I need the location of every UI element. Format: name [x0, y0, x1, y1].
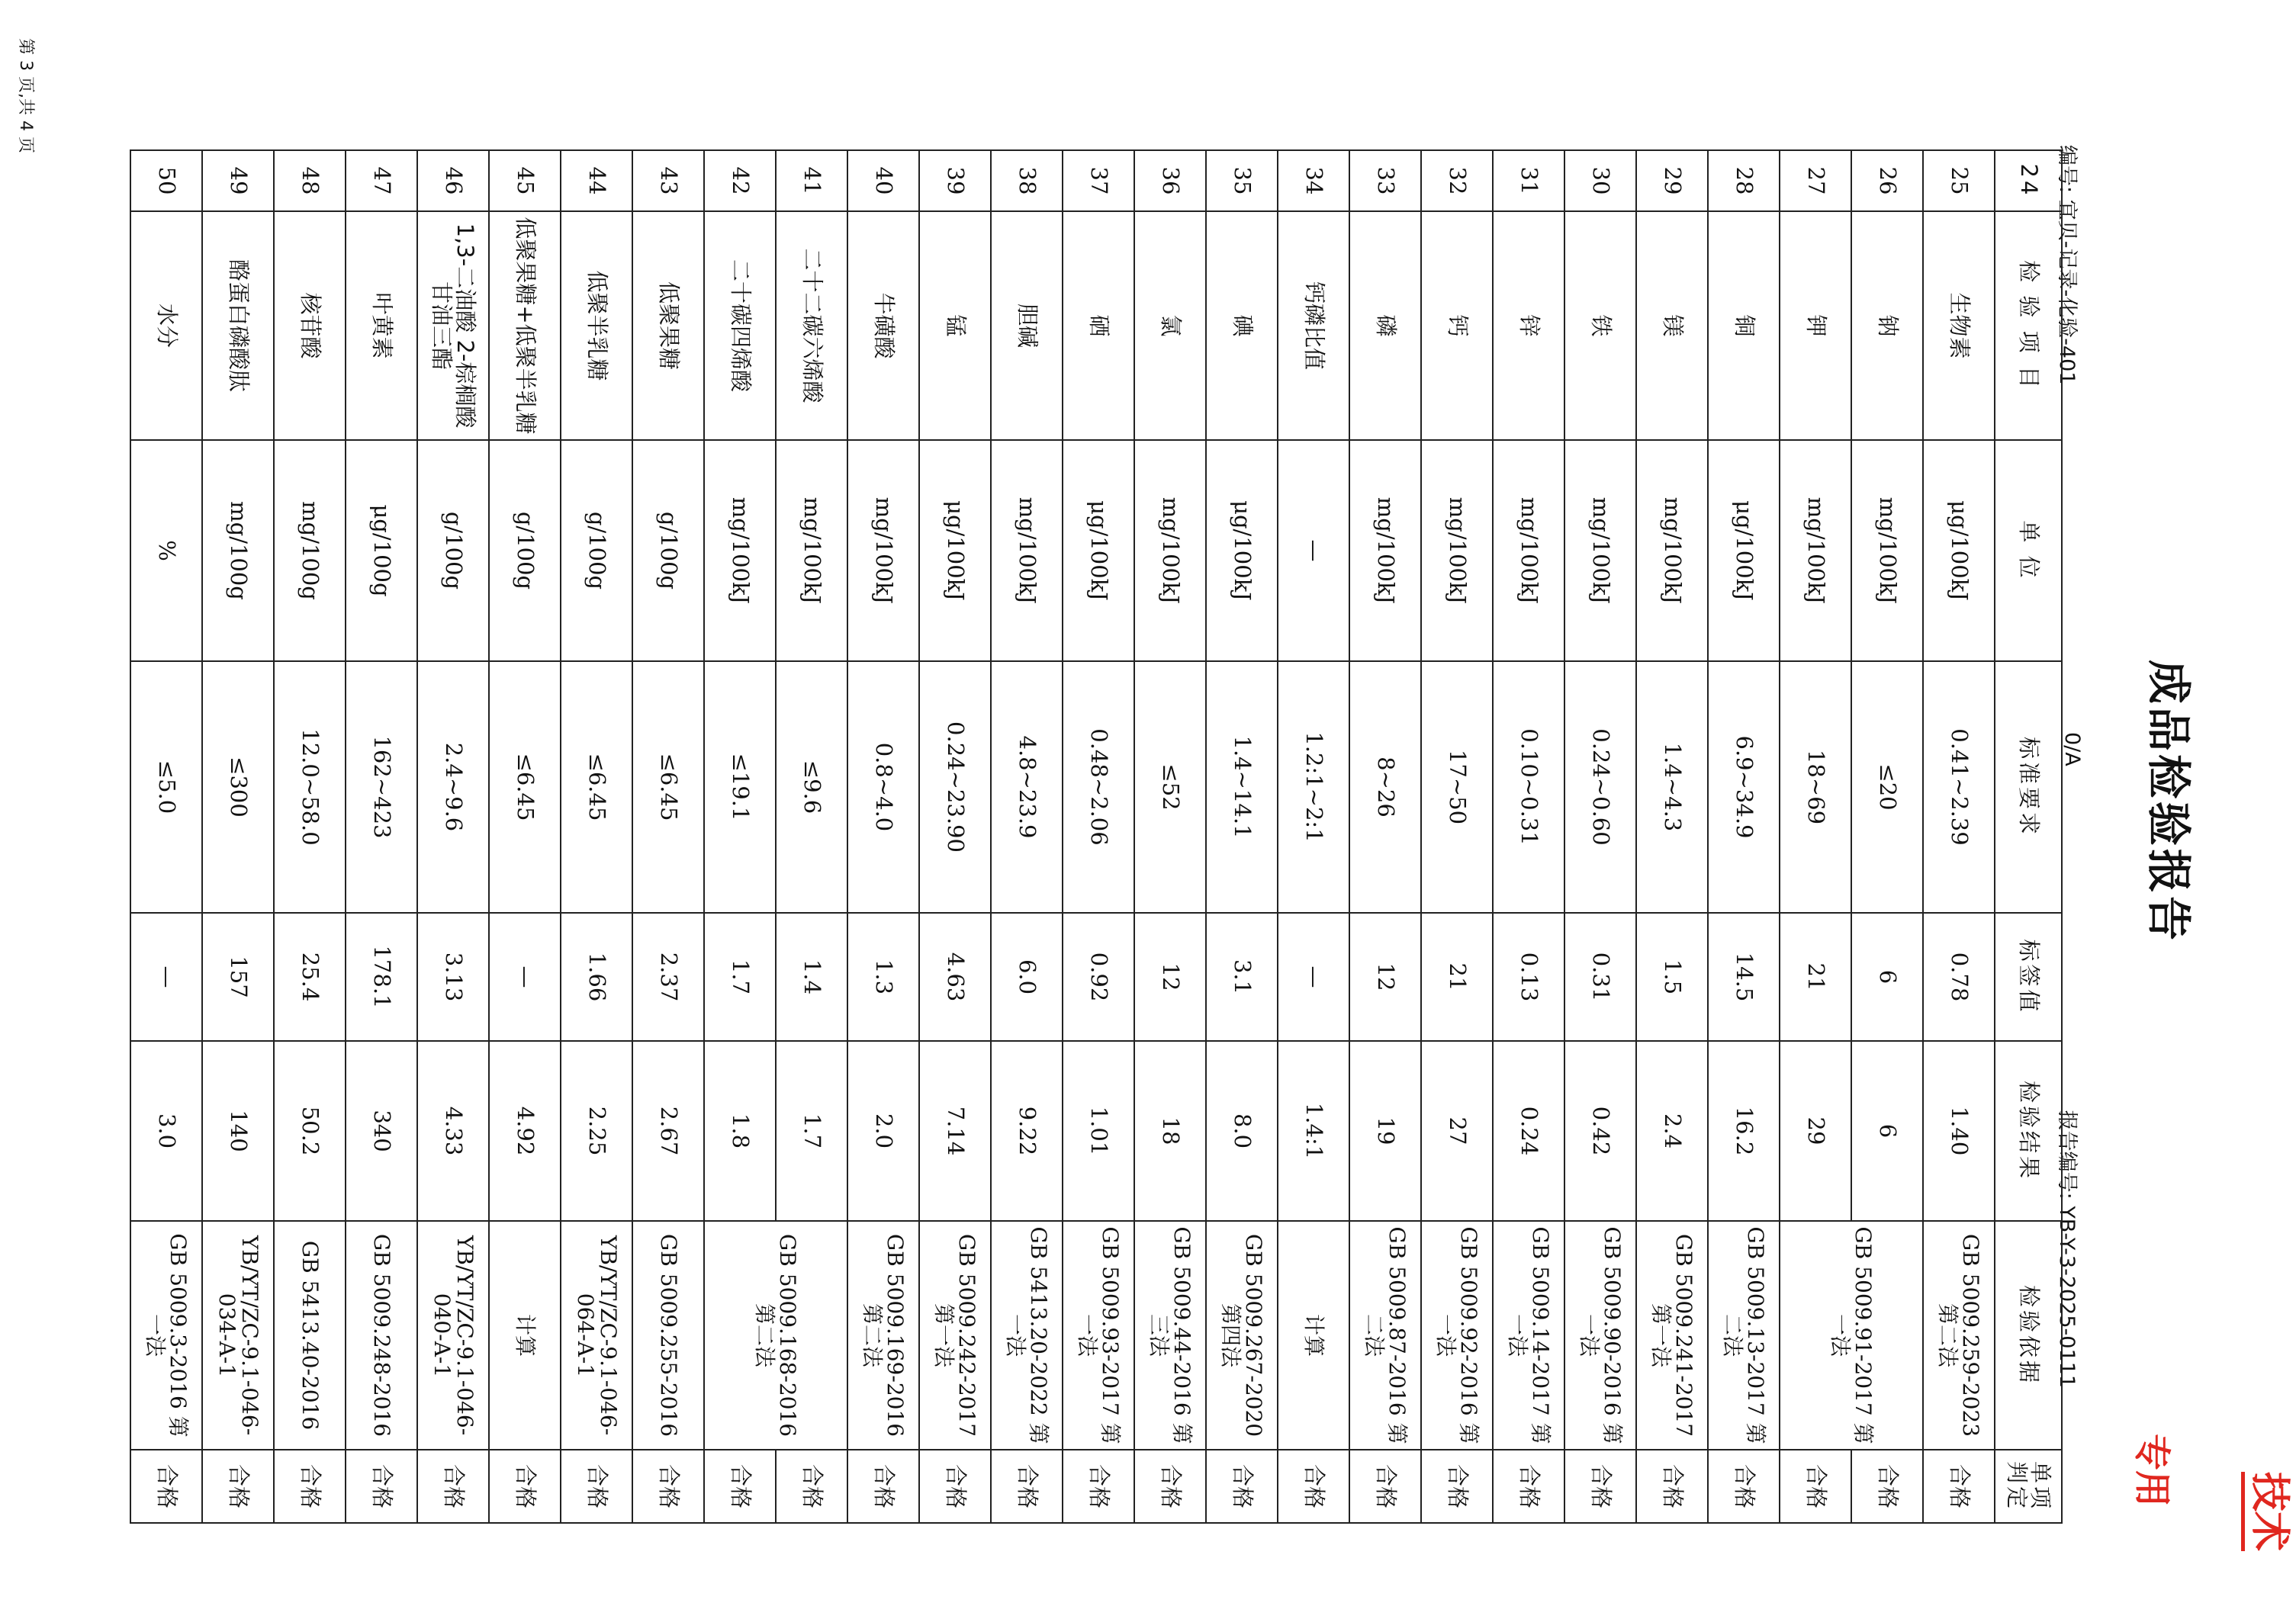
- test-result: 50.2: [274, 1041, 346, 1221]
- row-number: 26: [1851, 150, 1923, 211]
- test-basis: 计算: [1278, 1221, 1349, 1450]
- judgement: 合格: [1349, 1450, 1421, 1523]
- test-basis: GB 5009.92-2016 第一法: [1421, 1221, 1493, 1450]
- table-row: [1493, 150, 1564, 1523]
- judgement: 合格: [776, 1450, 847, 1523]
- row-number: 49: [202, 150, 274, 211]
- unit: mg/100kJ: [1349, 440, 1421, 661]
- judgement: 合格: [1851, 1450, 1923, 1523]
- table-row: [1636, 150, 1708, 1523]
- table-row: [1923, 150, 1995, 1523]
- item-name: 铁: [1564, 211, 1636, 440]
- label-value: 2.37: [632, 913, 704, 1041]
- row-number: 44: [561, 150, 632, 211]
- table-row: [1708, 150, 1780, 1523]
- test-result: 1.7: [776, 1041, 847, 1221]
- judgement: 合格: [417, 1450, 489, 1523]
- test-basis: YB/YT/ZC-9.1-046-064-A-1: [561, 1221, 632, 1450]
- judgement: 合格: [1564, 1450, 1636, 1523]
- report-number-label: 报告编号:: [2055, 1110, 2079, 1200]
- test-result: 2.0: [847, 1041, 919, 1221]
- label-value: 12: [1349, 913, 1421, 1041]
- table-row: [776, 150, 847, 1523]
- test-result: 19: [1349, 1041, 1421, 1221]
- item-name: 胆碱: [991, 211, 1063, 440]
- row-number: 43: [632, 150, 704, 211]
- label-value: 1.4: [776, 913, 847, 1041]
- unit: g/100g: [417, 440, 489, 661]
- standard-requirement: 6.9~34.9: [1708, 661, 1780, 913]
- standard-requirement: 0.10~0.31: [1493, 661, 1564, 913]
- row-number: 30: [1564, 150, 1636, 211]
- unit: mg/100g: [274, 440, 346, 661]
- row-number: 45: [489, 150, 561, 211]
- test-result: 3.0: [130, 1041, 202, 1221]
- header-requirement: 标准要求: [1995, 661, 2062, 913]
- table-row: [847, 150, 919, 1523]
- version: 0/A: [2060, 732, 2084, 766]
- table-row: [417, 150, 489, 1523]
- standard-requirement: ≤6.45: [561, 661, 632, 913]
- test-result: 16.2: [1708, 1041, 1780, 1221]
- label-value: 3.1: [1206, 913, 1278, 1041]
- label-value: 1.7: [704, 913, 776, 1041]
- item-name: 核苷酸: [274, 211, 346, 440]
- item-name: 二十碳四烯酸: [704, 211, 776, 440]
- test-basis: GB 5009.87-2016 第二法: [1349, 1221, 1421, 1450]
- table-row: [1134, 150, 1206, 1523]
- test-result: 140: [202, 1041, 274, 1221]
- test-basis: GB 5009.90-2016 第一法: [1564, 1221, 1636, 1450]
- test-basis: GB 5009.259-2023 第二法: [1923, 1221, 1995, 1450]
- item-name: 氯: [1134, 211, 1206, 440]
- item-name: 1,3-二油酸 2-棕榈酸甘油三酯: [417, 211, 489, 440]
- label-value: 25.4: [274, 913, 346, 1041]
- item-name: 叶黄素: [346, 211, 417, 440]
- header-item: 检 验 项 目: [1995, 211, 2062, 440]
- test-basis: GB 5413.40-2016: [274, 1221, 346, 1450]
- judgement: 合格: [1134, 1450, 1206, 1523]
- item-name: 牛磺酸: [847, 211, 919, 440]
- record-code-value: 宜贝-记录-化验-401: [2055, 199, 2079, 385]
- table-header-row: [1995, 150, 2062, 1523]
- test-result: 2.4: [1636, 1041, 1708, 1221]
- standard-requirement: 12.0~58.0: [274, 661, 346, 913]
- item-name: 铜: [1708, 211, 1780, 440]
- unit: mg/100g: [202, 440, 274, 661]
- item-name: 酪蛋白磷酸肽: [202, 211, 274, 440]
- table-row: [1063, 150, 1134, 1523]
- row-number: 41: [776, 150, 847, 211]
- standard-requirement: 1.2:1~2:1: [1278, 661, 1349, 913]
- standard-requirement: 2.4~9.6: [417, 661, 489, 913]
- row-number: 50: [130, 150, 202, 211]
- standard-requirement: ≤6.45: [489, 661, 561, 913]
- row-number: 32: [1421, 150, 1493, 211]
- judgement: 合格: [919, 1450, 991, 1523]
- judgement: 合格: [1708, 1450, 1780, 1523]
- unit: μg/100kJ: [919, 440, 991, 661]
- judgement: 合格: [130, 1450, 202, 1523]
- header-unit: 单 位: [1995, 440, 2062, 661]
- header-no: 24: [1995, 150, 2062, 211]
- row-number: 36: [1134, 150, 1206, 211]
- standard-requirement: ≤20: [1851, 661, 1923, 913]
- standard-requirement: 162~423: [346, 661, 417, 913]
- table-row: [1421, 150, 1493, 1523]
- standard-requirement: 0.8~4.0: [847, 661, 919, 913]
- unit: mg/100kJ: [991, 440, 1063, 661]
- test-basis: GB 5009.93-2017 第一法: [1063, 1221, 1134, 1450]
- table-row: [1349, 150, 1421, 1523]
- row-number: 47: [346, 150, 417, 211]
- item-name: 钠: [1851, 211, 1923, 440]
- standard-requirement: 0.48~2.06: [1063, 661, 1134, 913]
- unit: g/100g: [561, 440, 632, 661]
- test-result: 4.92: [489, 1041, 561, 1221]
- test-basis: GB 5009.248-2016: [346, 1221, 417, 1450]
- row-number: 48: [274, 150, 346, 211]
- unit: mg/100kJ: [1564, 440, 1636, 661]
- item-name: 锌: [1493, 211, 1564, 440]
- header-result: 检验结果: [1995, 1041, 2062, 1221]
- red-stamp: 专用: [2130, 1434, 2173, 1508]
- table-row: [1564, 150, 1636, 1523]
- row-number: 42: [704, 150, 776, 211]
- item-name: 磷: [1349, 211, 1421, 440]
- unit: g/100g: [489, 440, 561, 661]
- header-basis: 检验依据: [1995, 1221, 2062, 1450]
- label-value: 0.78: [1923, 913, 1995, 1041]
- judgement: 合格: [1421, 1450, 1493, 1523]
- table-row: [1206, 150, 1278, 1523]
- row-number: 27: [1780, 150, 1851, 211]
- test-result: 18: [1134, 1041, 1206, 1221]
- item-name: 碘: [1206, 211, 1278, 440]
- judgement: 合格: [1780, 1450, 1851, 1523]
- unit: mg/100kJ: [1421, 440, 1493, 661]
- judgement: 合格: [1636, 1450, 1708, 1523]
- unit: μg/100kJ: [1923, 440, 1995, 661]
- label-value: 3.13: [417, 913, 489, 1041]
- row-number: 29: [1636, 150, 1708, 211]
- label-value: 21: [1780, 913, 1851, 1041]
- test-result: 1.40: [1923, 1041, 1995, 1221]
- unit: %: [130, 440, 202, 661]
- inspection-table: [130, 149, 2063, 1524]
- header-judgement: 单项判定: [1995, 1450, 2062, 1523]
- row-number: 31: [1493, 150, 1564, 211]
- unit: mg/100kJ: [776, 440, 847, 661]
- test-result: 8.0: [1206, 1041, 1278, 1221]
- page-number: 第 3 页,共 4 页: [16, 38, 35, 153]
- test-basis: GB 5009.14-2017 第一法: [1493, 1221, 1564, 1450]
- test-basis: GB 5009.169-2016 第二法: [847, 1221, 919, 1450]
- item-name: 钙磷比值: [1278, 211, 1349, 440]
- item-name: 硒: [1063, 211, 1134, 440]
- table-row: [274, 150, 346, 1523]
- test-result: 1.01: [1063, 1041, 1134, 1221]
- standard-requirement: 4.8~23.9: [991, 661, 1063, 913]
- test-result: 4.33: [417, 1041, 489, 1221]
- row-number: 39: [919, 150, 991, 211]
- test-result: 7.14: [919, 1041, 991, 1221]
- test-result: 27: [1421, 1041, 1493, 1221]
- unit: mg/100kJ: [1851, 440, 1923, 661]
- table-row: [632, 150, 704, 1523]
- page-title: 成品检验报告: [2143, 659, 2195, 943]
- standard-requirement: 8~26: [1349, 661, 1421, 913]
- unit: g/100g: [632, 440, 704, 661]
- standard-requirement: ≤19.1: [704, 661, 776, 913]
- label-value: 6: [1851, 913, 1923, 1041]
- unit: μg/100kJ: [1206, 440, 1278, 661]
- label-value: 12: [1134, 913, 1206, 1041]
- item-name: 二十二碳六烯酸: [776, 211, 847, 440]
- unit: μg/100kJ: [1063, 440, 1134, 661]
- standard-requirement: ≤300: [202, 661, 274, 913]
- item-name: 低聚果糖+低聚半乳糖: [489, 211, 561, 440]
- test-basis: GB 5009.255-2016: [632, 1221, 704, 1450]
- standard-requirement: 1.4~14.1: [1206, 661, 1278, 913]
- label-value: —: [489, 913, 561, 1041]
- judgement: 合格: [632, 1450, 704, 1523]
- row-number: 37: [1063, 150, 1134, 211]
- judgement: 合格: [1206, 1450, 1278, 1523]
- row-number: 46: [417, 150, 489, 211]
- test-result: 6: [1851, 1041, 1923, 1221]
- label-value: 1.66: [561, 913, 632, 1041]
- test-result: 1.4:1: [1278, 1041, 1349, 1221]
- test-basis: GB 5009.241-2017 第一法: [1636, 1221, 1708, 1450]
- standard-requirement: 1.4~4.3: [1636, 661, 1708, 913]
- unit: mg/100kJ: [1780, 440, 1851, 661]
- label-value: 21: [1421, 913, 1493, 1041]
- row-number: 40: [847, 150, 919, 211]
- label-value: 0.31: [1564, 913, 1636, 1041]
- table-row: [1851, 150, 1923, 1523]
- standard-requirement: 0.24~23.90: [919, 661, 991, 913]
- label-value: 6.0: [991, 913, 1063, 1041]
- row-number: 28: [1708, 150, 1780, 211]
- table-row: [202, 150, 274, 1523]
- judgement: 合格: [1063, 1450, 1134, 1523]
- judgement: 合格: [1923, 1450, 1995, 1523]
- standard-requirement: ≤9.6: [776, 661, 847, 913]
- test-basis: GB 5009.242-2017 第一法: [919, 1221, 991, 1450]
- judgement: 合格: [274, 1450, 346, 1523]
- standard-requirement: ≤6.45: [632, 661, 704, 913]
- record-code-label: 编号:: [2055, 145, 2079, 194]
- label-value: 157: [202, 913, 274, 1041]
- item-name: 低聚半乳糖: [561, 211, 632, 440]
- table-row: [1278, 150, 1349, 1523]
- table-row: [489, 150, 561, 1523]
- item-name: 水分: [130, 211, 202, 440]
- row-number: 25: [1923, 150, 1995, 211]
- report-number-value: YB-Y-3-2025-0111: [2055, 1206, 2079, 1388]
- standard-requirement: ≤5.0: [130, 661, 202, 913]
- item-name: 镁: [1636, 211, 1708, 440]
- test-basis: GB 5009.3-2016 第一法: [130, 1221, 202, 1450]
- test-result: 340: [346, 1041, 417, 1221]
- test-basis: GB 5009.267-2020 第四法: [1206, 1221, 1278, 1450]
- unit: mg/100kJ: [1134, 440, 1206, 661]
- test-basis: YB/YT/ZC-9.1-046-040-A-1: [417, 1221, 489, 1450]
- test-result: 0.24: [1493, 1041, 1564, 1221]
- judgement: 合格: [346, 1450, 417, 1523]
- judgement: 合格: [704, 1450, 776, 1523]
- test-basis: 计算: [489, 1221, 561, 1450]
- test-basis: GB 5413.20-2022 第一法: [991, 1221, 1063, 1450]
- judgement: 合格: [1493, 1450, 1564, 1523]
- test-basis: GB 5009.13-2017 第二法: [1708, 1221, 1780, 1450]
- table-row: [346, 150, 417, 1523]
- label-value: 178.1: [346, 913, 417, 1041]
- test-result: 29: [1780, 1041, 1851, 1221]
- unit: mg/100kJ: [704, 440, 776, 661]
- row-number: 34: [1278, 150, 1349, 211]
- item-name: 低聚果糖: [632, 211, 704, 440]
- judgement: 合格: [561, 1450, 632, 1523]
- label-value: —: [130, 913, 202, 1041]
- unit: mg/100kJ: [1636, 440, 1708, 661]
- row-number: 35: [1206, 150, 1278, 211]
- table-row: [561, 150, 632, 1523]
- label-value: —: [1278, 913, 1349, 1041]
- unit: mg/100kJ: [847, 440, 919, 661]
- test-result: 1.8: [704, 1041, 776, 1221]
- judgement: 合格: [202, 1450, 274, 1523]
- item-name: 钾: [1780, 211, 1851, 440]
- test-basis: GB 5009.44-2016 第三法: [1134, 1221, 1206, 1450]
- label-value: 1.5: [1636, 913, 1708, 1041]
- red-stamp: 技术: [2241, 1472, 2296, 1551]
- test-result: 9.22: [991, 1041, 1063, 1221]
- header-label-value: 标签值: [1995, 913, 2062, 1041]
- item-name: 锰: [919, 211, 991, 440]
- test-basis: GB 5009.168-2016 第二法: [704, 1221, 847, 1450]
- unit: μg/100g: [346, 440, 417, 661]
- standard-requirement: 0.24~0.60: [1564, 661, 1636, 913]
- row-number: 33: [1349, 150, 1421, 211]
- table-row: [919, 150, 991, 1523]
- standard-requirement: 0.41~2.39: [1923, 661, 1995, 913]
- test-result: 2.25: [561, 1041, 632, 1221]
- row-number: 38: [991, 150, 1063, 211]
- test-basis: YB/YT/ZC-9.1-046-034-A-1: [202, 1221, 274, 1450]
- label-value: 1.3: [847, 913, 919, 1041]
- item-name: 生物素: [1923, 211, 1995, 440]
- label-value: 4.63: [919, 913, 991, 1041]
- table-row: [991, 150, 1063, 1523]
- label-value: 14.5: [1708, 913, 1780, 1041]
- label-value: 0.13: [1493, 913, 1564, 1041]
- label-value: 0.92: [1063, 913, 1134, 1041]
- table-row: [130, 150, 202, 1523]
- test-result: 2.67: [632, 1041, 704, 1221]
- standard-requirement: ≤52: [1134, 661, 1206, 913]
- judgement: 合格: [1278, 1450, 1349, 1523]
- standard-requirement: 17~50: [1421, 661, 1493, 913]
- item-name: 钙: [1421, 211, 1493, 440]
- unit: μg/100kJ: [1708, 440, 1780, 661]
- test-result: 0.42: [1564, 1041, 1636, 1221]
- judgement: 合格: [991, 1450, 1063, 1523]
- standard-requirement: 18~69: [1780, 661, 1851, 913]
- unit: —: [1278, 440, 1349, 661]
- judgement: 合格: [489, 1450, 561, 1523]
- judgement: 合格: [847, 1450, 919, 1523]
- test-basis: GB 5009.91-2017 第一法: [1780, 1221, 1923, 1450]
- unit: mg/100kJ: [1493, 440, 1564, 661]
